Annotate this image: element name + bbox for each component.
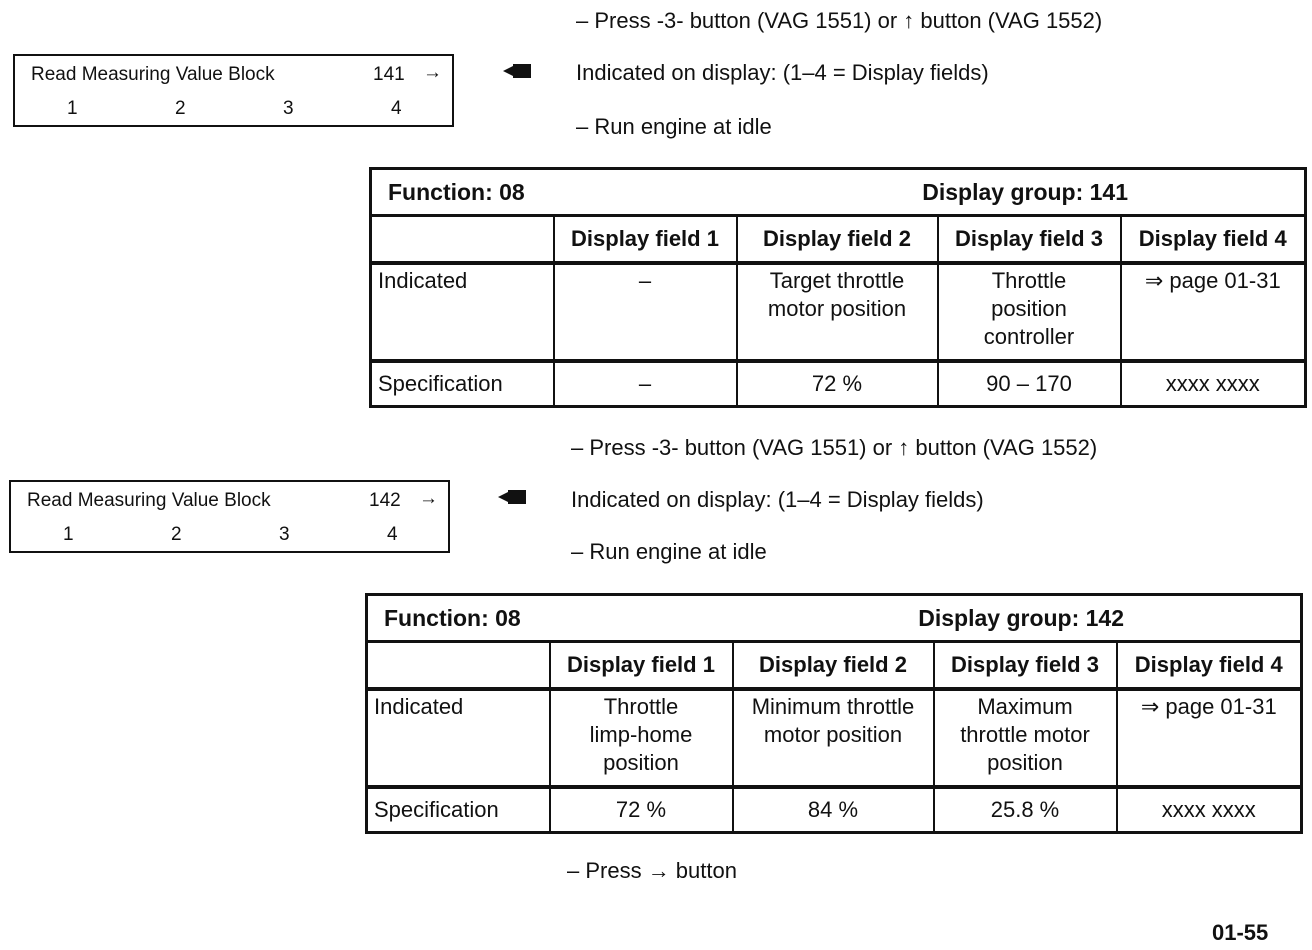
step-run-engine-idle: – Run engine at idle — [571, 539, 767, 564]
table-row-specification — [371, 361, 1306, 407]
table-row-indicated — [371, 263, 1306, 361]
function-label: Function: 08 — [388, 179, 525, 205]
display-group-label: Display group: 141 — [922, 179, 1129, 205]
display-field-4: 4 — [387, 524, 398, 545]
display-field-2: 2 — [175, 98, 186, 119]
column-header-field-2: Display field 2 — [737, 216, 938, 264]
column-header-blank — [371, 216, 554, 264]
spec-field-1: – — [554, 361, 737, 407]
indicated-field-2: Minimum throttle motor position — [733, 689, 934, 787]
indicated-field-2: Target throttle motor position — [737, 263, 938, 361]
spec-field-1: 72 % — [550, 787, 733, 833]
display-group-142-table — [365, 593, 1303, 834]
spec-field-3: 25.8 % — [934, 787, 1117, 833]
table-row-specification — [367, 787, 1302, 833]
column-header-blank — [367, 642, 550, 690]
function-label: Function: 08 — [384, 605, 521, 631]
row-label-indicated: Indicated — [367, 689, 550, 787]
spec-field-3: 90 – 170 — [938, 361, 1121, 407]
indicated-field-1: – — [554, 263, 737, 361]
indicated-field-4: ⇒ page 01-31 — [1117, 689, 1302, 787]
column-header-field-3: Display field 3 — [934, 642, 1117, 690]
column-header-field-1: Display field 1 — [550, 642, 733, 690]
spec-field-2: 84 % — [733, 787, 934, 833]
column-header-field-2: Display field 2 — [733, 642, 934, 690]
table-header — [367, 595, 1302, 642]
tester-display-141 — [13, 54, 454, 127]
display-field-2: 2 — [171, 524, 182, 545]
indicated-field-4: ⇒ page 01-31 — [1121, 263, 1306, 361]
page-number: 01-55 — [1212, 920, 1269, 945]
spec-field-4: xxxx xxxx — [1117, 787, 1302, 833]
column-header-field-1: Display field 1 — [554, 216, 737, 264]
step-indicated-on-display: Indicated on display: (1–4 = Display fields) — [571, 487, 984, 512]
row-label-specification: Specification — [367, 787, 550, 833]
display-group-141-table — [369, 167, 1307, 408]
step-run-engine-idle: – Run engine at idle — [576, 114, 772, 139]
display-arrow: → — [419, 488, 438, 509]
indicated-field-3: Maximum throttle motor position — [934, 689, 1117, 787]
pointing-hand-icon — [498, 490, 526, 504]
spec-field-4: xxxx xxxx — [1121, 361, 1306, 407]
table-row-indicated — [367, 689, 1302, 787]
pointing-hand-icon — [503, 64, 531, 78]
display-field-1: 1 — [67, 98, 78, 119]
display-arrow: → — [423, 62, 442, 83]
step-press-3-button: – Press -3- button (VAG 1551) or ↑ button (VAG 1552) — [571, 435, 1098, 460]
display-group-label: Display group: 142 — [918, 605, 1125, 631]
table-header — [371, 169, 1306, 216]
tester-display-142 — [9, 480, 450, 553]
display-field-3: 3 — [283, 98, 294, 119]
step-indicated-on-display: Indicated on display: (1–4 = Display fields) — [576, 60, 989, 85]
display-title: Read Measuring Value Block — [27, 490, 271, 511]
display-field-4: 4 — [391, 98, 402, 119]
column-header-field-3: Display field 3 — [938, 216, 1121, 264]
column-header-field-4: Display field 4 — [1117, 642, 1302, 690]
spec-field-2: 72 % — [737, 361, 938, 407]
row-label-specification: Specification — [371, 361, 554, 407]
row-label-indicated: Indicated — [371, 263, 554, 361]
display-field-1: 1 — [63, 524, 74, 545]
indicated-field-3: Throttle position controller — [938, 263, 1121, 361]
display-group-number: 141 — [373, 64, 405, 85]
step-press-arrow-button: – Press → button — [567, 858, 737, 883]
display-group-number: 142 — [369, 490, 401, 511]
display-title: Read Measuring Value Block — [31, 64, 275, 85]
display-field-3: 3 — [279, 524, 290, 545]
column-header-field-4: Display field 4 — [1121, 216, 1306, 264]
step-press-3-button: – Press -3- button (VAG 1551) or ↑ button (VAG 1552) — [576, 8, 1103, 33]
indicated-field-1: Throttle limp-home position — [550, 689, 733, 787]
